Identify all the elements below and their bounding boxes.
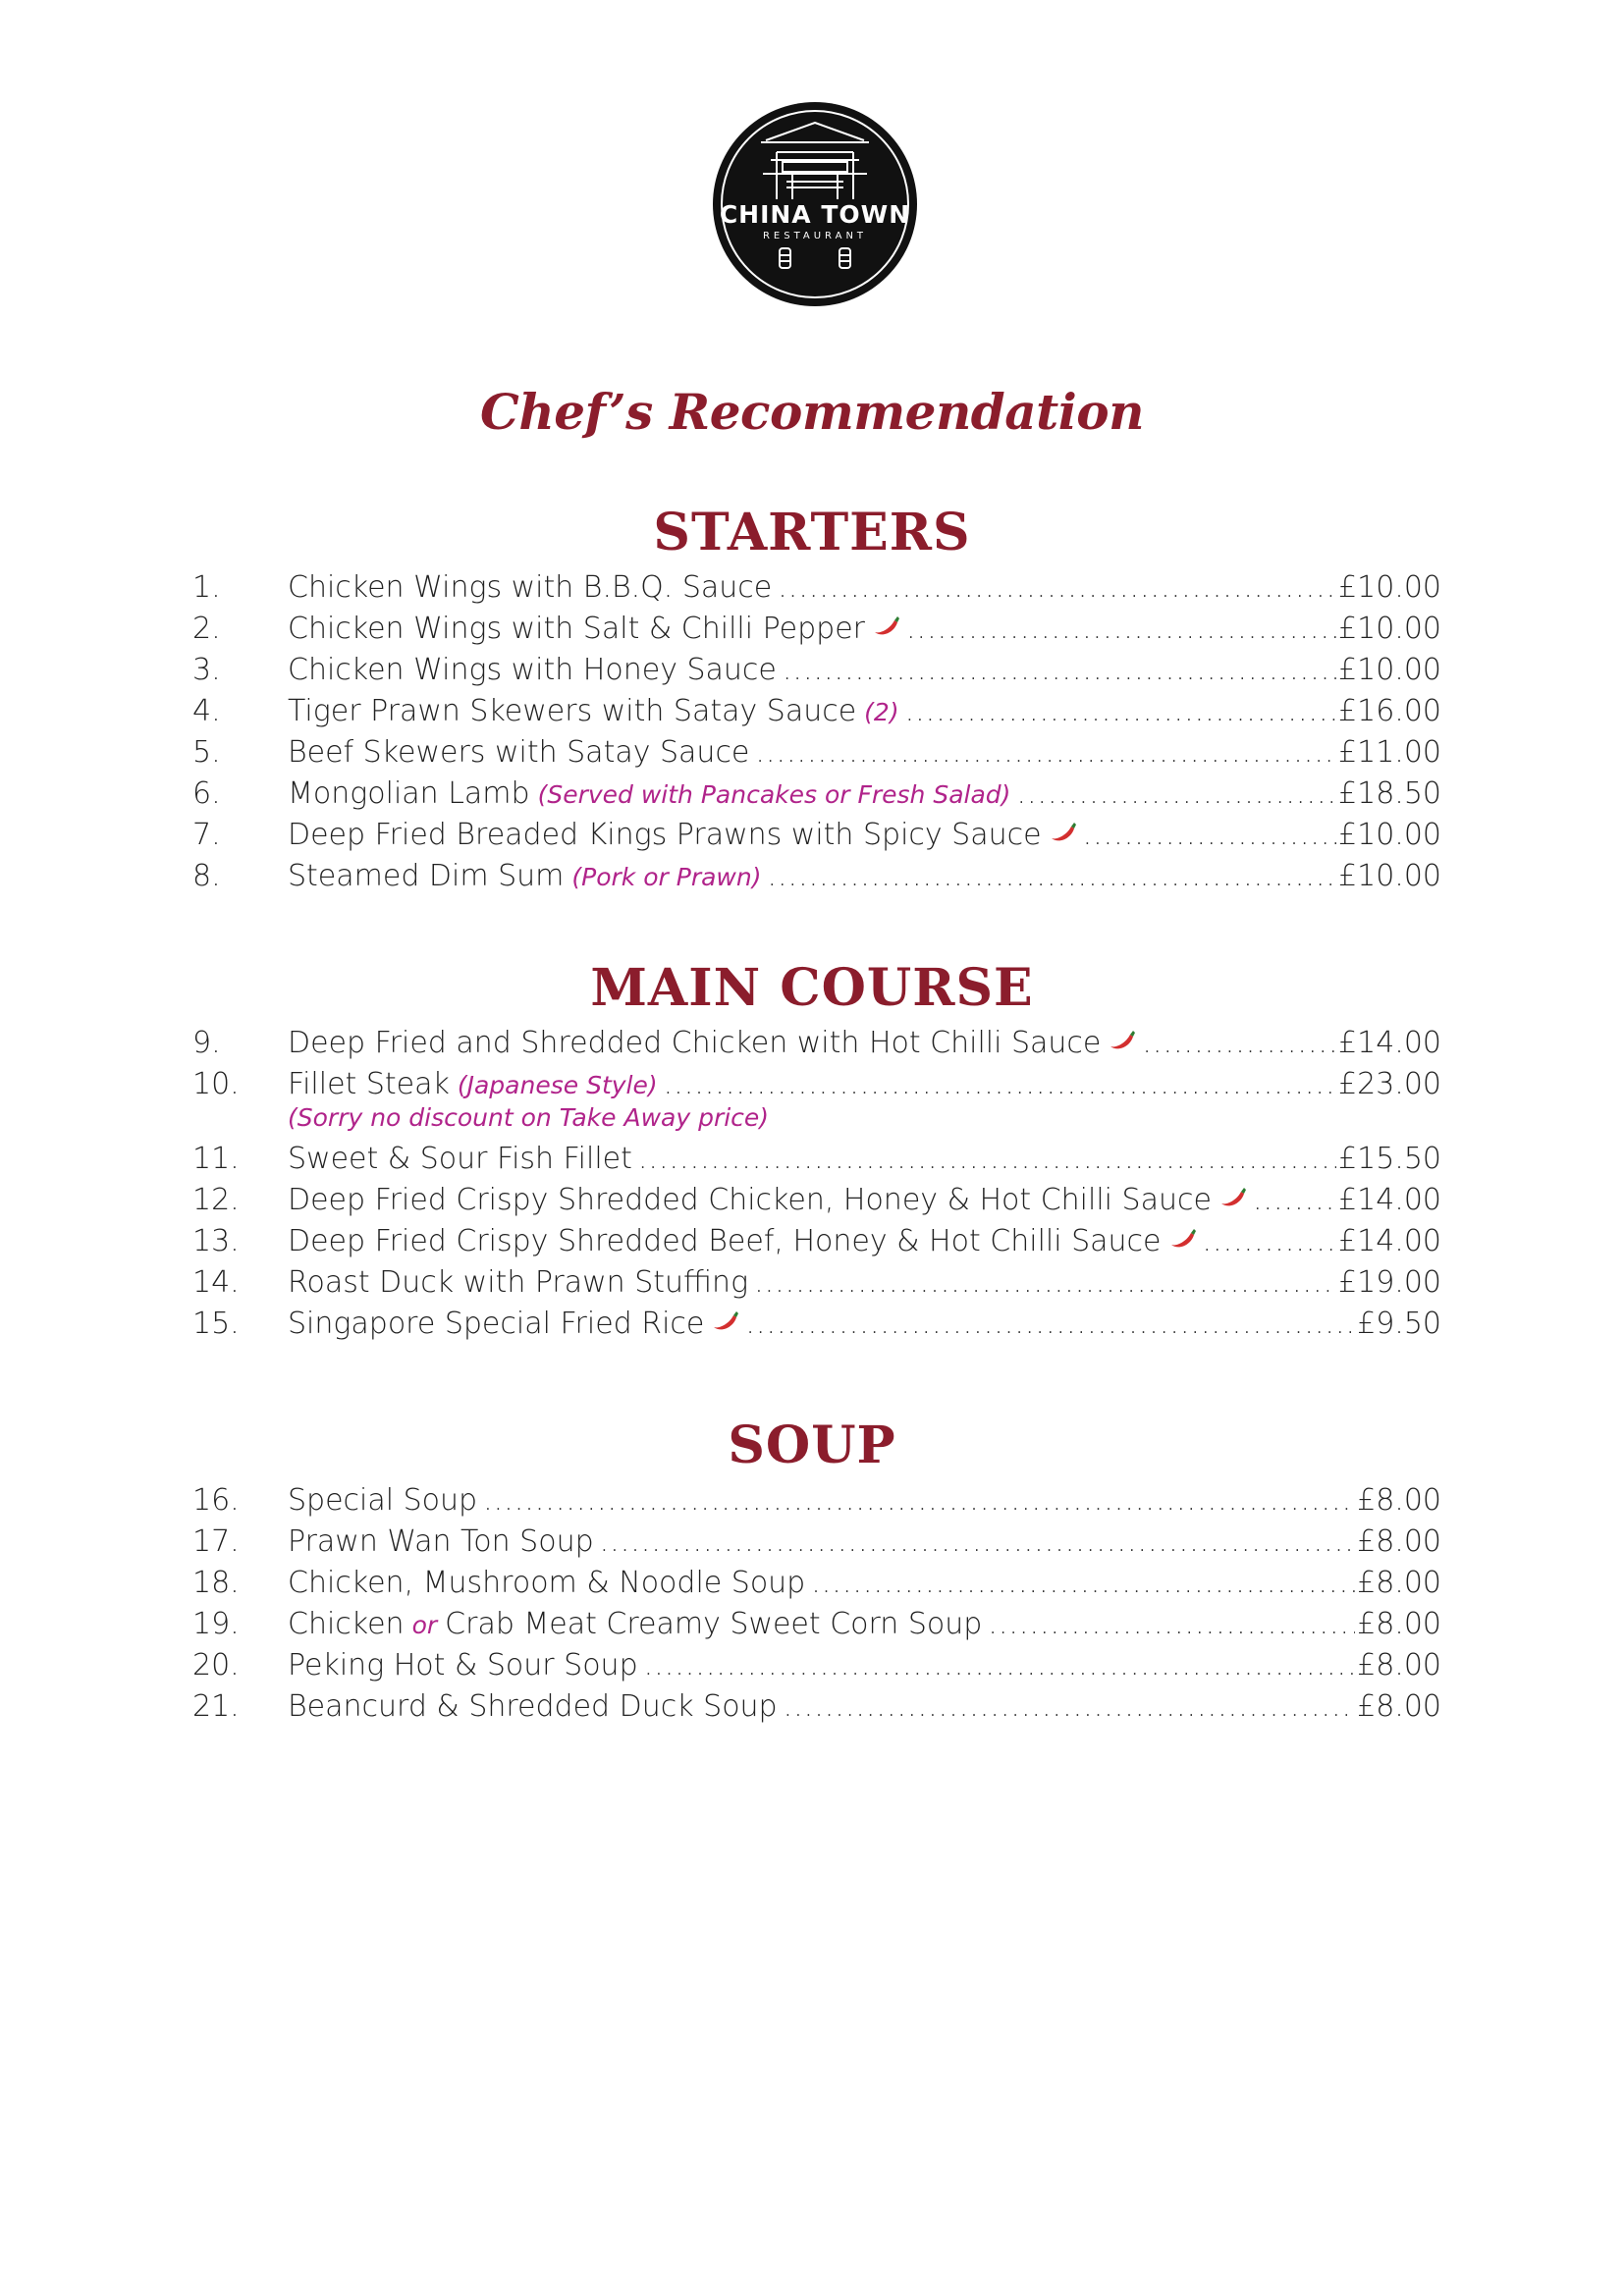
item-name: Beancurd & Shredded Duck Soup bbox=[288, 1689, 778, 1724]
menu-item bbox=[0, 774, 1624, 815]
item-number: 2. bbox=[192, 612, 221, 646]
menu bbox=[0, 499, 1624, 1728]
menu-item bbox=[0, 1180, 1624, 1221]
starters-list bbox=[0, 567, 1624, 897]
restaurant-logo bbox=[712, 101, 918, 307]
menu-item bbox=[0, 1522, 1624, 1563]
dot-leader bbox=[784, 1686, 1356, 1728]
menu-item bbox=[0, 815, 1624, 856]
dot-leader bbox=[600, 1522, 1355, 1563]
dot-leader bbox=[778, 567, 1336, 609]
item-note: (Pork or Prawn) bbox=[571, 863, 762, 891]
item-price: £10.00 bbox=[1338, 818, 1441, 852]
item-price: £8.00 bbox=[1357, 1524, 1441, 1559]
menu-item bbox=[0, 609, 1624, 650]
item-number: 3. bbox=[192, 653, 221, 687]
item-number: 19. bbox=[192, 1607, 240, 1641]
china-town-logo-badge bbox=[712, 101, 918, 307]
item-price: £16.00 bbox=[1338, 694, 1441, 728]
item-number: 17. bbox=[192, 1524, 240, 1559]
item-name: Steamed Dim Sum bbox=[288, 859, 565, 893]
chilli-icon bbox=[871, 614, 900, 638]
dot-leader bbox=[664, 1064, 1336, 1105]
item-name: Mongolian Lamb bbox=[288, 776, 530, 811]
item-number: 18. bbox=[192, 1566, 240, 1600]
menu-item bbox=[0, 650, 1624, 691]
item-name: Prawn Wan Ton Soup bbox=[288, 1524, 594, 1559]
dot-leader bbox=[811, 1563, 1355, 1604]
item-note: (Japanese Style) bbox=[457, 1071, 658, 1099]
item-or-note: or bbox=[411, 1611, 438, 1639]
item-name: Deep Fried Crispy Shredded Chicken, Honey & Hot Chilli Sauce bbox=[288, 1183, 1212, 1217]
item-number: 9. bbox=[192, 1026, 221, 1060]
item-name: Fillet Steak bbox=[288, 1067, 450, 1101]
dot-leader bbox=[638, 1139, 1336, 1180]
item-price: £14.00 bbox=[1338, 1224, 1441, 1258]
take-away-note: (Sorry no discount on Take Away price) bbox=[288, 1103, 770, 1132]
dot-leader bbox=[1016, 774, 1336, 815]
dot-leader bbox=[483, 1480, 1355, 1522]
dot-leader bbox=[783, 650, 1336, 691]
menu-item bbox=[0, 1064, 1624, 1105]
item-name: Sweet & Sour Fish Fillet bbox=[288, 1142, 632, 1176]
chilli-icon bbox=[1107, 1029, 1136, 1052]
menu-item bbox=[0, 1139, 1624, 1180]
chilli-icon bbox=[1167, 1227, 1197, 1251]
item-name: Roast Duck with Prawn Stuffing bbox=[288, 1265, 749, 1300]
item-price: £14.00 bbox=[1338, 1026, 1441, 1060]
item-number: 7. bbox=[192, 818, 221, 852]
item-price: £10.00 bbox=[1338, 612, 1441, 646]
menu-item bbox=[0, 691, 1624, 732]
menu-item bbox=[0, 732, 1624, 774]
item-price: £8.00 bbox=[1357, 1566, 1441, 1600]
item-name: Chicken Wings with Honey Sauce bbox=[288, 653, 777, 687]
chilli-icon bbox=[1048, 821, 1077, 844]
item-number: 1. bbox=[192, 570, 221, 605]
item-name: Beef Skewers with Satay Sauce bbox=[288, 735, 750, 770]
main-course-list bbox=[0, 1023, 1624, 1345]
item-number: 13. bbox=[192, 1224, 240, 1258]
item-number: 5. bbox=[192, 735, 221, 770]
item-price: £8.00 bbox=[1357, 1689, 1441, 1724]
item-price: £10.00 bbox=[1338, 570, 1441, 605]
item-note: (2) bbox=[864, 698, 899, 726]
item-note: (Served with Pancakes or Fresh Salad) bbox=[537, 780, 1011, 809]
item-number: 15. bbox=[192, 1307, 240, 1341]
item-price: £19.00 bbox=[1338, 1265, 1441, 1300]
item-price: £8.00 bbox=[1357, 1607, 1441, 1641]
menu-item bbox=[0, 856, 1624, 897]
dot-leader bbox=[1203, 1221, 1337, 1262]
section-title-main-course: MAIN COURSE bbox=[590, 958, 1034, 1018]
item-name: Chicken, Mushroom & Noodle Soup bbox=[288, 1566, 806, 1600]
menu-item bbox=[0, 567, 1624, 609]
menu-item bbox=[0, 1604, 1624, 1645]
logo-subtitle: RESTAURANT bbox=[762, 231, 868, 241]
item-price: £14.00 bbox=[1338, 1183, 1441, 1217]
item-number: 4. bbox=[192, 694, 221, 728]
item-price: £8.00 bbox=[1357, 1483, 1441, 1518]
item-name: Chicken bbox=[288, 1607, 405, 1641]
page-heading: Chef’s Recommendation bbox=[480, 383, 1144, 441]
item-name: Special Soup bbox=[288, 1483, 478, 1518]
soup-list bbox=[0, 1480, 1624, 1728]
menu-item bbox=[0, 1645, 1624, 1686]
item-number: 14. bbox=[192, 1265, 240, 1300]
item-name: Chicken Wings with Salt & Chilli Pepper bbox=[288, 612, 865, 646]
menu-item bbox=[0, 1686, 1624, 1728]
menu-item bbox=[0, 1480, 1624, 1522]
item-number: 8. bbox=[192, 859, 221, 893]
section-title-soup: SOUP bbox=[728, 1415, 896, 1475]
item-number: 6. bbox=[192, 776, 221, 811]
item-price: £8.00 bbox=[1357, 1648, 1441, 1682]
item-number: 16. bbox=[192, 1483, 240, 1518]
item-name: Chicken Wings with B.B.Q. Sauce bbox=[288, 570, 773, 605]
menu-item bbox=[0, 1304, 1624, 1345]
dot-leader bbox=[644, 1645, 1355, 1686]
item-price: £10.00 bbox=[1338, 653, 1441, 687]
logo-title: CHINA TOWN bbox=[719, 200, 911, 229]
dot-leader bbox=[988, 1604, 1355, 1645]
dot-leader bbox=[905, 691, 1336, 732]
item-number: 20. bbox=[192, 1648, 240, 1682]
item-number: 10. bbox=[192, 1067, 240, 1101]
item-number: 11. bbox=[192, 1142, 240, 1176]
item-name: Deep Fried Breaded Kings Prawns with Spicy Sauce bbox=[288, 818, 1042, 852]
item-number: 12. bbox=[192, 1183, 240, 1217]
chilli-icon bbox=[710, 1309, 739, 1333]
dot-leader bbox=[906, 609, 1336, 650]
menu-item bbox=[0, 1023, 1624, 1064]
dot-leader bbox=[745, 1304, 1355, 1345]
chilli-icon bbox=[1218, 1186, 1247, 1209]
section-title-starters: STARTERS bbox=[653, 503, 971, 562]
dot-leader bbox=[755, 732, 1336, 774]
dot-leader bbox=[1083, 815, 1336, 856]
item-price: £11.00 bbox=[1338, 735, 1441, 770]
dot-leader bbox=[1253, 1180, 1336, 1221]
menu-item bbox=[0, 1262, 1624, 1304]
menu-item bbox=[0, 1221, 1624, 1262]
item-name: Deep Fried Crispy Shredded Beef, Honey & Hot Chilli Sauce bbox=[288, 1224, 1162, 1258]
item-price: £10.00 bbox=[1338, 859, 1441, 893]
item-number: 21. bbox=[192, 1689, 240, 1724]
item-price: £23.00 bbox=[1338, 1067, 1441, 1101]
menu-item bbox=[0, 1563, 1624, 1604]
item-price: £18.50 bbox=[1338, 776, 1441, 811]
item-subnote-row bbox=[0, 1105, 1624, 1139]
dot-leader bbox=[754, 1262, 1336, 1304]
item-name: Deep Fried and Shredded Chicken with Hot Chilli Sauce bbox=[288, 1026, 1102, 1060]
dot-leader bbox=[767, 856, 1336, 897]
item-name: Tiger Prawn Skewers with Satay Sauce bbox=[288, 694, 857, 728]
item-name: Singapore Special Fried Rice bbox=[288, 1307, 705, 1341]
item-price: £9.50 bbox=[1357, 1307, 1441, 1341]
item-name-alt: Crab Meat Creamy Sweet Corn Soup bbox=[445, 1607, 983, 1641]
dot-leader bbox=[1142, 1023, 1336, 1064]
item-price: £15.50 bbox=[1338, 1142, 1441, 1176]
item-name: Peking Hot & Sour Soup bbox=[288, 1648, 638, 1682]
